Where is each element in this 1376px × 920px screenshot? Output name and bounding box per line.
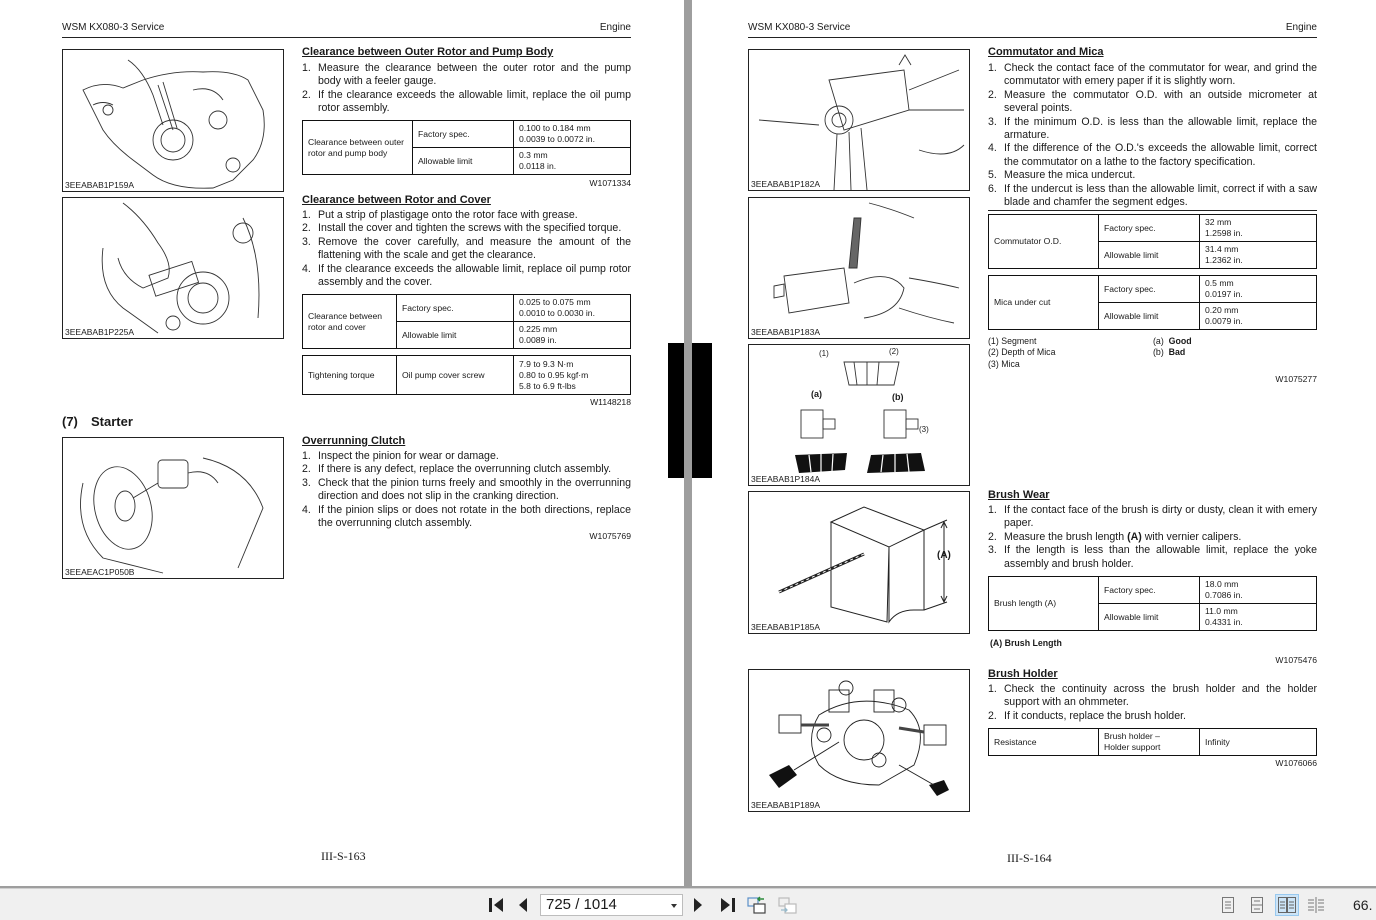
header-title: WSM KX080-3 Service [62,22,165,33]
step-item: 4. If the clearance exceeds the allowable limit, replace oil pump rotor assembly and the cover. [302,262,631,289]
prev-view-icon [746,895,768,915]
page-number-select[interactable] [540,894,683,916]
label-3: (3) [919,425,929,434]
step-item: 1. Measure the clearance between the outer rotor and the pump body with a feeler gauge. [302,62,631,88]
page-left [0,0,684,886]
clutch-illustration [63,438,283,578]
chevron-down-icon [671,904,677,908]
figure-legend-ab: (a) Good (b) Bad [1153,336,1192,358]
zoom-level[interactable]: 66. [1353,897,1373,913]
page-right [692,0,1376,886]
figure-caption: 3EEABAB1P182A [751,179,820,189]
step-item: 2. Measure the commutator O.D. with an outside micrometer at several points. [988,88,1317,115]
two-page-continuous-icon [1306,896,1326,914]
step-item: 2. If it conducts, replace the brush holder. [988,709,1186,722]
next-view-icon [777,895,799,915]
reference-code: W1075277 [1275,374,1317,384]
figure-caption: 3EEABAB1P183A [751,327,820,337]
step-item: 2. If there is any defect, replace the overrunning clutch assembly. [302,463,612,476]
step-item: 6. If the undercut is less than the allowable limit, correct if with a saw blade and chamfer the segment edges. [988,182,1317,209]
reference-code: W1075769 [589,531,631,541]
section-title: Overrunning Clutch [302,435,406,447]
reference-code: W1071334 [589,178,631,188]
figure-overrunning-clutch [62,437,284,579]
resistance-table: Resistance Brush holder – Holder support Infinity [988,728,1317,756]
single-page-icon [1221,896,1235,914]
step-item: 4. If the pinion slips or does not rotate in the both directions, replace the overrunning clutch assembly. [302,503,631,530]
page-number: III-S-164 [1007,851,1052,865]
label-A: (A) [937,550,951,561]
mica-segments-illustration [749,345,969,485]
micrometer-illustration [749,198,969,338]
spec-table: Clearance between rotor and cover Factory spec. 0.025 to 0.075 mm 0.0010 to 0.0030 in. Allowable limit 0.225 mm 0.0089 in. [302,294,631,349]
header-rule [62,37,631,38]
navigation-toolbar [0,888,1376,920]
page-number: III-S-163 [321,849,366,863]
header-section: Engine [599,22,631,33]
continuous-icon [1250,896,1264,914]
prev-page-button[interactable] [515,895,531,915]
figure-caption: 3EEABAB1P185A [751,622,820,632]
last-page-icon [719,897,737,913]
last-page-button[interactable] [718,895,738,915]
step-item: 3. If the length is less than the allowable limit, replace the yoke assembly and brush holder. [988,544,1317,570]
label-b: (b) [892,392,904,402]
step-item: 2. If the clearance exceeds the allowable limit, replace the oil pump rotor assembly. [302,88,631,115]
prev-page-icon [517,897,529,913]
section-title: Brush Holder [988,668,1058,680]
step-item: 2. Install the cover and tighten the screws with the specified torque. [302,222,622,235]
chapter-title: Starter [91,414,133,429]
step-item: 4. If the difference of the O.D.'s exceeds the allowable limit, correct the commutator on a lathe to the factory specification. [988,142,1317,168]
brush-length-table: Brush length (A) Factory spec. 18.0 mm 0.7086 in. Allowable limit 11.0 mm 0.4331 in. [988,576,1317,631]
figure-caption: 3EEABAB1P225A [65,327,134,337]
continuous-button[interactable] [1248,895,1266,915]
step-item: 3. If the minimum O.D. is less than the allowable limit, replace the armature. [988,115,1317,142]
next-page-button[interactable] [690,895,706,915]
figure-brush-length [748,491,970,634]
two-page-button[interactable] [1275,894,1299,916]
section-rule [988,210,1317,211]
figure-note: (A) Brush Length [990,638,1062,648]
steps-list [302,450,631,530]
commutator-od-table: Commutator O.D. Factory spec. 32 mm 1.2598 in. Allowable limit 31.4 mm 1.2362 in. [988,214,1317,269]
reference-code: W1075476 [1275,655,1317,665]
figure-brush-holder [748,669,970,812]
single-page-button[interactable] [1219,895,1237,915]
label-a: (a) [811,389,822,399]
step-item: 1. Put a strip of plastigage onto the rotor face with grease. [302,209,578,221]
spec-table: Clearance between outer rotor and pump body Factory spec. 0.100 to 0.184 mm 0.0039 to 0.0072 in. Allowable limit 0.3 mm 0.0118 in. [302,120,631,175]
figure-oil-pump-feeler [62,49,284,192]
section-title: Brush Wear [988,489,1050,501]
steps-list [302,62,631,116]
next-view-button[interactable] [777,895,799,915]
figure-commutator-grind [748,49,970,191]
figure-micrometer [748,197,970,339]
next-page-icon [692,897,704,913]
header-section: Engine [1285,22,1317,33]
page-display: 725 / 1014 [546,896,617,913]
step-item: 2. Measure the brush length (A) with vernier calipers. [988,530,1242,543]
brush-holder-illustration [749,670,969,811]
step-item: 5. Measure the mica undercut. [988,169,1136,182]
figure-plastigage [62,197,284,339]
reference-code: W1076066 [1275,758,1317,768]
reference-code: W1148218 [590,397,631,407]
two-page-icon [1277,896,1297,914]
header-rule [748,37,1317,38]
step-item: 1. If the contact face of the brush is dirty or dusty, clean it with emery paper. [988,504,1317,530]
steps-list [302,209,631,289]
steps-list [988,683,1317,723]
first-page-button[interactable] [486,895,506,915]
step-item: 3. Check that the pinion turns freely and smoothly in the overrunning direction and does not slip in the cranking direction. [302,476,631,503]
steps-list [988,62,1317,209]
label-2: (2) [889,347,899,356]
oil-pump-illustration [63,50,283,191]
rotor-cover-illustration [63,198,283,338]
step-item: 1. Inspect the pinion for wear or damage. [302,450,499,462]
header-title: WSM KX080-3 Service [748,22,851,33]
label-1: (1) [819,349,829,358]
step-item: 1. Check the contact face of the commutator for wear, and grind the commutator with emery paper if it is slightly worn. [988,62,1317,88]
section-title: Clearance between Rotor and Cover [302,194,491,206]
figure-caption: 3EEABAB1P159A [65,180,134,190]
gutter-over-tab [684,343,692,478]
figure-caption: 3EEABAB1P189A [751,800,820,810]
section-title: Commutator and Mica [988,46,1104,58]
commutator-illustration [749,50,969,190]
first-page-icon [487,897,505,913]
section-title: Clearance between Outer Rotor and Pump Body [302,46,554,58]
figure-mica-undercut [748,344,970,486]
step-item: 1. Check the continuity across the brush holder and the holder support with an ohmmeter. [988,683,1317,709]
figure-caption: 3EEAEAC1P050B [65,567,135,577]
step-item: 3. Remove the cover carefully, and measure the amount of the flattening with the scale and get the clearance. [302,235,631,262]
mica-undercut-table: Mica under cut Factory spec. 0.5 mm 0.0197 in. Allowable limit 0.20 mm 0.0079 in. [988,275,1317,330]
torque-table: Tightening torque Oil pump cover screw 7.9 to 9.3 N·m 0.80 to 0.95 kgf·m 5.8 to 6.9 ft-lbs [302,355,631,395]
figure-legend: (1) Segment (2) Depth of Mica (3) Mica [988,336,1056,369]
previous-view-button[interactable] [746,895,768,915]
two-page-continuous-button[interactable] [1305,895,1327,915]
figure-caption: 3EEABAB1P184A [751,474,820,484]
steps-list [988,504,1317,571]
brush-illustration [749,492,969,633]
chapter-number: (7) [62,414,78,429]
